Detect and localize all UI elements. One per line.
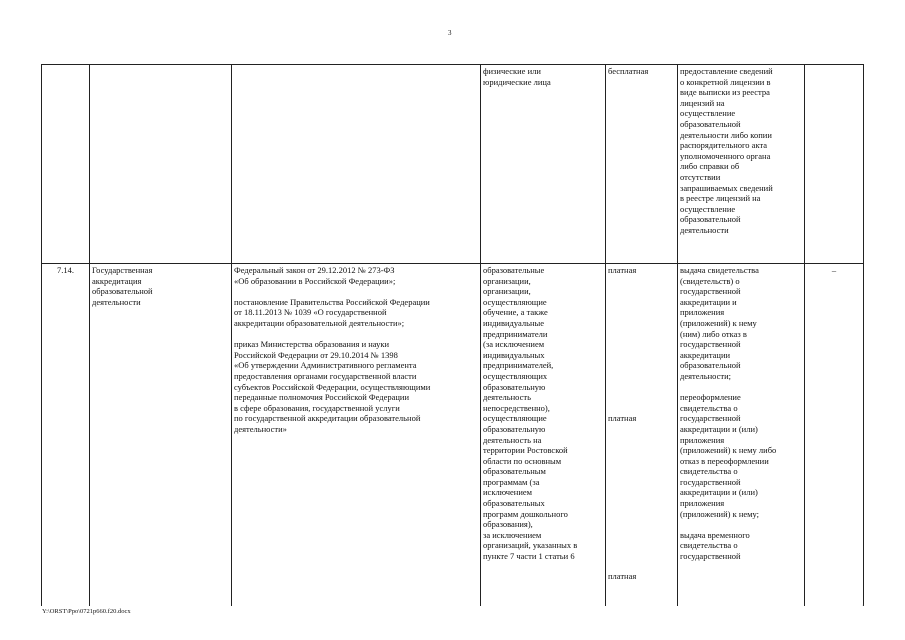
cell-note — [805, 264, 864, 607]
fee-text: платная — [608, 265, 637, 275]
row-number: 7.14. — [57, 265, 74, 275]
cell-legal-basis — [232, 264, 481, 607]
cell-applicants — [481, 65, 606, 264]
cell-result — [678, 264, 805, 607]
applicants-text: образовательные организации, организации, осуществляющие обучение, а также индивидуальные предприниматели (за исключением индивидуальных предпринимателей, осуществляющих образовательную деятельность непосредственно), осуществляющие образовательную деятельность на территории Ростовской области по основным образовательным программам (за исключением образовательных программ дошкольного образования), за исключением организаций, указанных в пункте 7 части 1 статьи 6 — [483, 265, 578, 562]
cell-fee — [606, 65, 678, 264]
cell-legal-basis — [232, 65, 481, 264]
result-text: выдача свидетельства (свидетельств) о государственной аккредитации и приложения (приложений) к нему (ним) либо отказ в государственной аккредитации образовательной деятельности; переоформление свидетельства о государственной аккредитации и (или) приложения (приложений) к нему либо отказ в переоформлении свидетельства о государственной аккредитации и (или) приложения (приложений) к нему; выдача временного свидетельства о государственной — [680, 265, 777, 562]
services-table — [41, 64, 864, 606]
service-name: Государственная аккредитация образовательной деятельности — [92, 265, 153, 307]
cell-number — [42, 264, 90, 607]
fee-text: платная — [608, 571, 637, 582]
fee-text: платная — [608, 412, 637, 423]
cell-service — [90, 264, 232, 607]
cell-number — [42, 65, 90, 264]
table-row — [42, 264, 864, 607]
file-path: Y:\ORST\Ppo\0721p660.f20.docx — [42, 608, 131, 615]
cell-applicants — [481, 264, 606, 607]
legal-basis-text: Федеральный закон от 29.12.2012 № 273-ФЗ «Об образовании в Российской Федерации»; постановление Правительства Российской Федерации от 18.11.2013 № 1039 «О государственной аккредитации образовательной деятельности»; приказ Министерства образования и науки Российской Федерации от 29.10.2014 № 1398 «Об утверждении Административного регламента предоставления органами государственной власти субъектов Российской Федерации, осуществляющими переданные полномочия Российской Федерации в сфере образования, государственной услуги по государственной аккредитации образовательной деятельности» — [234, 265, 431, 434]
result-text: предоставление сведений о конкретной лицензии в виде выписки из реестра лицензий на осуществление образовательной деятельности либо копии распорядительного акта уполномоченного органа либо справки об отсутствии запрашиваемых сведений в реестре лицензий на осуществление образовательной деятельности — [680, 66, 773, 235]
cell-fee — [606, 264, 678, 607]
cell-note — [805, 65, 864, 264]
footer-mark: · — [862, 603, 864, 609]
cell-service — [90, 65, 232, 264]
table-row — [42, 65, 864, 264]
applicants-text: физические или юридические лица — [483, 66, 551, 87]
note-text: – — [831, 265, 837, 275]
page-number: 3 — [448, 29, 452, 37]
fee-text: бесплатная — [608, 66, 649, 76]
cell-result — [678, 65, 805, 264]
